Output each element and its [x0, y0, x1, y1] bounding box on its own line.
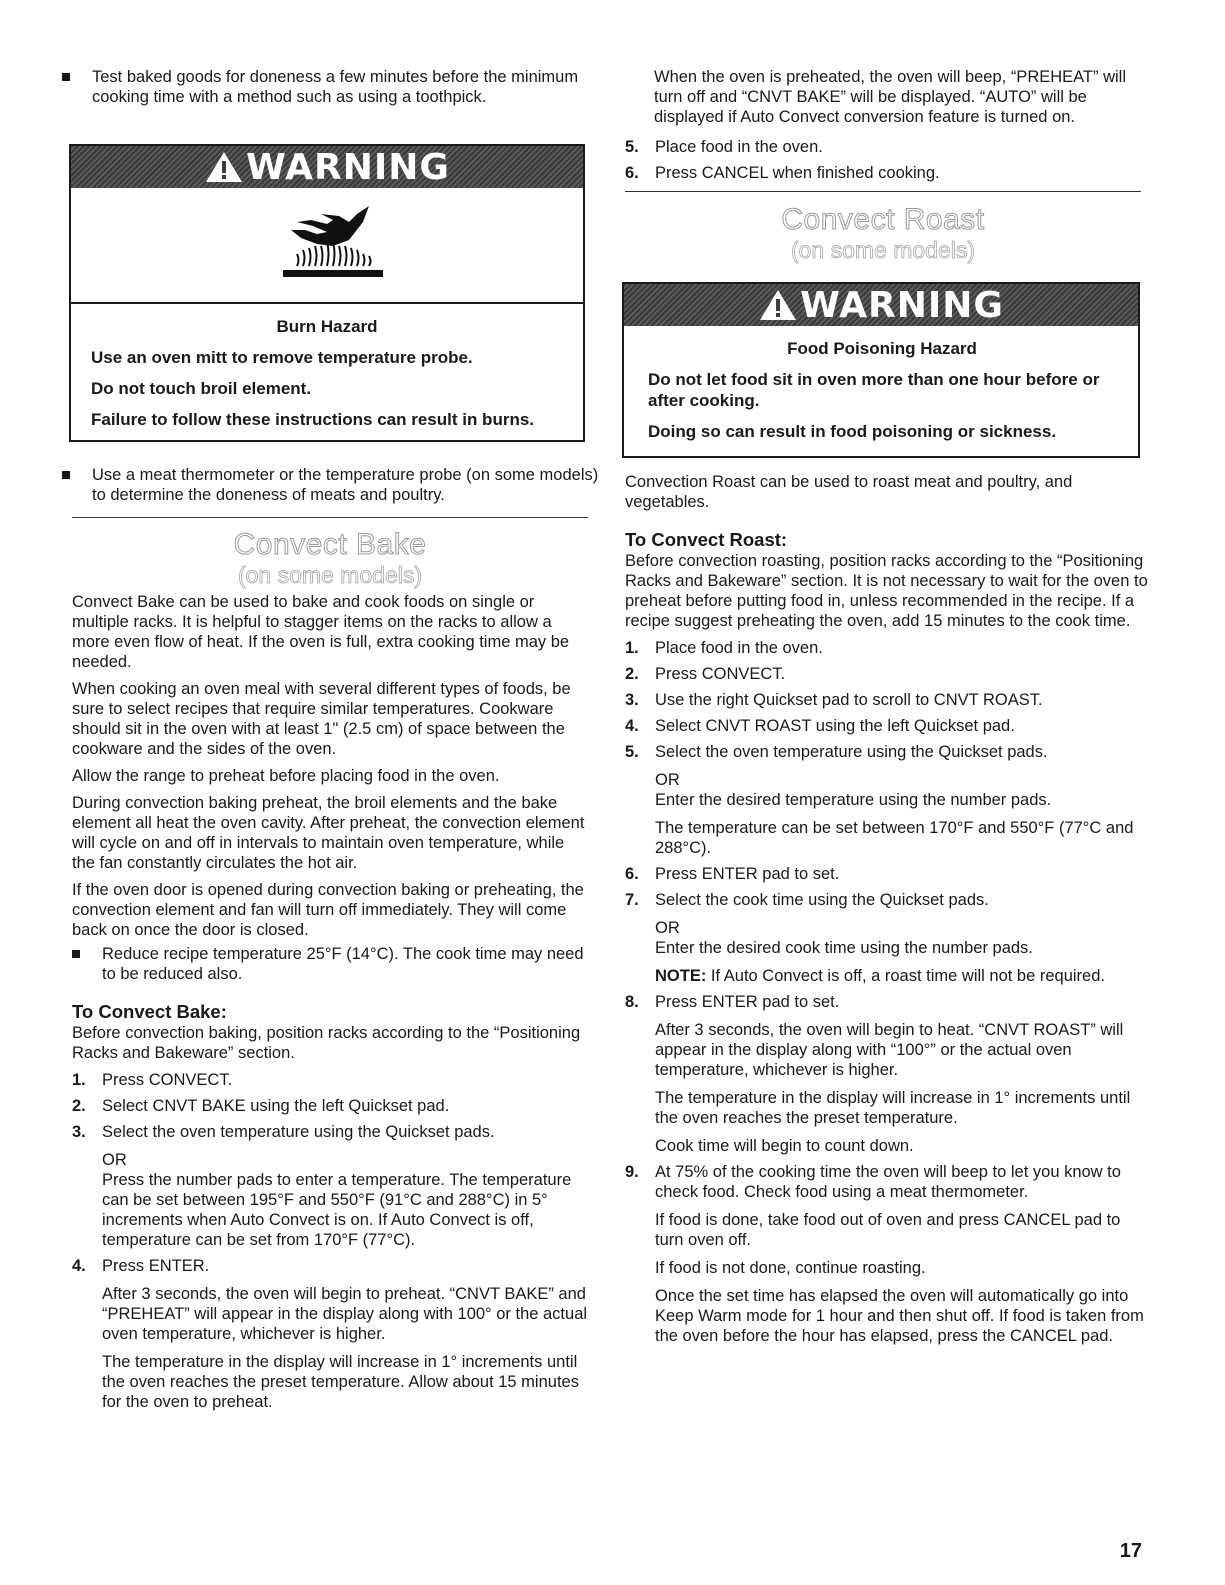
step-detail: Enter the desired temperature using the number pads.	[655, 791, 1052, 809]
body-paragraph: During convection baking preheat, the broil elements and the bake element all heat the oven cavity. After preheat, the convection element will cycle on and off in intervals to maintain oven temperature, while the fan constantly circulates the hot air.	[72, 794, 585, 872]
page-number: 17	[1119, 1540, 1142, 1562]
warning-line: Do not let food sit in oven more than one hour before or after cooking.	[648, 370, 1100, 410]
step-text: Press CONVECT.	[655, 665, 786, 683]
step-number: 2.	[72, 1097, 86, 1115]
step-detail: Press the number pads to enter a temperature. The temperature can be set between 195°F and 550°F (91°C and 288°C) in 5° increments when Auto Convect is on. If Auto Convect is off, temperature can be set from 170°F (77°C).	[102, 1171, 572, 1249]
step-detail: The temperature in the display will increase in 1° increments until the oven reaches the preset temperature.	[655, 1089, 1131, 1127]
step-item	[625, 163, 1151, 183]
warning-icon-area	[71, 188, 583, 304]
section-title: Convect Bake	[233, 528, 427, 561]
warning-line: Do not touch broil element.	[91, 379, 312, 398]
step-item	[72, 1096, 588, 1116]
step-detail: The temperature can be set between 170°F and 550°F (77°C and 288°C).	[655, 819, 1134, 857]
step-item	[625, 1162, 1151, 1346]
bullet-item	[62, 465, 607, 505]
warning-line: Use an oven mitt to remove temperature probe.	[91, 348, 473, 367]
step-number: 1.	[625, 639, 639, 657]
section-divider	[72, 517, 588, 518]
step-text: Press CANCEL when finished cooking.	[655, 164, 940, 182]
step-number: 4.	[625, 717, 639, 735]
body-paragraph: When cooking an oven meal with several different types of foods, be sure to select recipes that require similar temperatures. Cookware should sit in the oven with at least 1" (2.5 cm) of space between the cookware and the sides of the oven.	[72, 680, 571, 758]
body-paragraph: Convection Roast can be used to roast meat and poultry, and vegetables.	[625, 473, 1073, 511]
step-number: 1.	[72, 1071, 86, 1089]
bullet-square	[62, 73, 70, 81]
step-text: Press CONVECT.	[102, 1071, 233, 1089]
top-steps	[625, 137, 1151, 189]
step-item	[625, 638, 1151, 658]
body-paragraph: Before convection roasting, position racks according to the “Positioning Racks and Bakeware” section. It is not necessary to wait for the oven to preheat before putting food in, unless recommended in the recipe. If a recipe suggest preheating the oven, add 15 minutes to the cook time.	[625, 552, 1148, 630]
step-item	[625, 890, 1151, 986]
warning-line: Failure to follow these instructions can result in burns.	[91, 410, 535, 429]
bullet-item	[72, 944, 588, 984]
step-item	[625, 664, 1151, 684]
subsection-heading: To Convect Roast:	[625, 529, 788, 550]
burn-hazard-hand-icon	[283, 200, 383, 290]
step-number: 2.	[625, 665, 639, 683]
bullet-square	[62, 471, 70, 479]
note-text: If Auto Convect is off, a roast time will not be required.	[706, 967, 1105, 985]
step-text: Place food in the oven.	[655, 138, 823, 156]
step-text: Press ENTER pad to set.	[655, 993, 840, 1011]
step-text: At 75% of the cooking time the oven will beep to let you know to check food. Check food using a meat thermometer.	[655, 1163, 1121, 1201]
step-item	[625, 742, 1151, 858]
step-text: Press ENTER.	[102, 1257, 210, 1275]
step-detail: Cook time will begin to count down.	[655, 1137, 914, 1155]
step-note	[655, 966, 1151, 986]
warning-header	[624, 284, 1138, 326]
step-item	[625, 864, 1151, 884]
step-detail: Once the set time has elapsed the oven will automatically go into Keep Warm mode for 1 hour and then shut off. If food is taken from the oven before the hour has elapsed, press the CANCEL pad.	[655, 1287, 1144, 1345]
hazard-title: Food Poisoning Hazard	[787, 339, 977, 358]
step-item	[72, 1070, 588, 1090]
warning-triangle-icon	[758, 288, 798, 322]
step-text: Select CNVT BAKE using the left Quickset pad.	[102, 1097, 450, 1115]
warning-text-area	[624, 326, 1138, 442]
section-divider	[625, 191, 1141, 192]
step-item	[625, 992, 1151, 1156]
burn-hazard-warning-box	[69, 144, 585, 442]
section-subtitle: (on some models)	[237, 562, 423, 588]
step-item	[625, 690, 1151, 710]
bullet-square	[72, 950, 80, 958]
warning-header-text: WARNING	[800, 284, 1004, 326]
convect-roast-body	[625, 472, 1151, 1352]
warning-triangle-icon	[204, 150, 244, 184]
step-text: Press ENTER pad to set.	[655, 865, 840, 883]
warning-text-area	[71, 304, 583, 430]
body-paragraph: Before convection baking, position racks according to the “Positioning Racks and Bakeware” section.	[72, 1024, 581, 1062]
body-paragraph: Convect Bake can be used to bake and cook foods on single or multiple racks. It is helpful to stagger items on the racks to allow a more even flow of heat. If the oven is full, extra cooking time may be needed.	[72, 593, 570, 671]
step-detail: After 3 seconds, the oven will begin to preheat. “CNVT BAKE” and “PREHEAT” will appear in the display along with 100° or the actual oven temperature, whichever is higher.	[102, 1285, 588, 1343]
body-paragraph: If the oven door is opened during convection baking or preheating, the convection element and fan will turn off immediately. They will come back on once the door is closed.	[72, 881, 584, 939]
convect-roast-header	[625, 203, 1141, 263]
step-text: Use the right Quickset pad to scroll to CNVT ROAST.	[655, 691, 1043, 709]
step-detail: Enter the desired cook time using the number pads.	[655, 939, 1033, 957]
bullet-text: Reduce recipe temperature 25°F (14°C). The cook time may need to be reduced also.	[102, 945, 584, 983]
step-text: Select the oven temperature using the Quickset pads.	[102, 1123, 495, 1141]
food-poisoning-warning-box	[622, 282, 1140, 458]
step-number: 3.	[625, 691, 639, 709]
step-or: OR	[655, 771, 680, 789]
hazard-title: Burn Hazard	[276, 317, 378, 336]
step-number: 6.	[625, 865, 639, 883]
warning-line: Doing so can result in food poisoning or sickness.	[648, 422, 1057, 441]
step-number: 5.	[625, 138, 639, 156]
step-or: OR	[102, 1151, 127, 1169]
convect-bake-section	[72, 528, 588, 1418]
step-text: Select the oven temperature using the Quickset pads.	[655, 743, 1048, 761]
step-detail: After 3 seconds, the oven will begin to heat. “CNVT ROAST” will appear in the display along with “100°” or the actual oven temperature, whichever is higher.	[655, 1021, 1124, 1079]
step-or: OR	[655, 919, 680, 937]
note-label: NOTE:	[655, 967, 707, 985]
warning-header	[71, 146, 583, 188]
step-item	[625, 716, 1151, 736]
bullet-item	[62, 67, 592, 107]
step-text: Select the cook time using the Quickset pads.	[655, 891, 989, 909]
warning-header-text: WARNING	[246, 146, 450, 188]
section-title: Convect Roast	[781, 203, 985, 236]
bullet-text: Test baked goods for doneness a few minutes before the minimum cooking time with a method such as using a toothpick.	[92, 68, 579, 106]
step-detail: The temperature in the display will increase in 1° increments until the oven reaches the preset temperature. Allow about 15 minutes for the oven to preheat.	[102, 1353, 579, 1411]
section-subtitle: (on some models)	[790, 237, 976, 263]
step-text: Place food in the oven.	[655, 639, 823, 657]
body-paragraph: Allow the range to preheat before placing food in the oven.	[72, 767, 500, 785]
step-number: 9.	[625, 1163, 639, 1181]
step-number: 4.	[72, 1257, 86, 1275]
bullet-text: Use a meat thermometer or the temperature probe (on some models) to determine the doneness of meats and poultry.	[92, 466, 599, 504]
step-number: 3.	[72, 1123, 86, 1141]
step-number: 7.	[625, 891, 639, 909]
step-number: 8.	[625, 993, 639, 1011]
step-detail: If food is done, take food out of oven and press CANCEL pad to turn oven off.	[655, 1211, 1121, 1249]
step-number: 5.	[625, 743, 639, 761]
subsection-heading: To Convect Bake:	[72, 1001, 227, 1022]
step-item	[72, 1256, 588, 1412]
step-text: Select CNVT ROAST using the left Quickset pad.	[655, 717, 1015, 735]
step-item	[625, 137, 1151, 157]
step-item	[72, 1122, 588, 1250]
step-detail: If food is not done, continue roasting.	[655, 1259, 926, 1277]
body-paragraph: When the oven is preheated, the oven will beep, “PREHEAT” will turn off and “CNVT BAKE” will be displayed. “AUTO” will be displayed if Auto Convect conversion feature is turned on.	[654, 68, 1127, 126]
step-number: 6.	[625, 164, 639, 182]
